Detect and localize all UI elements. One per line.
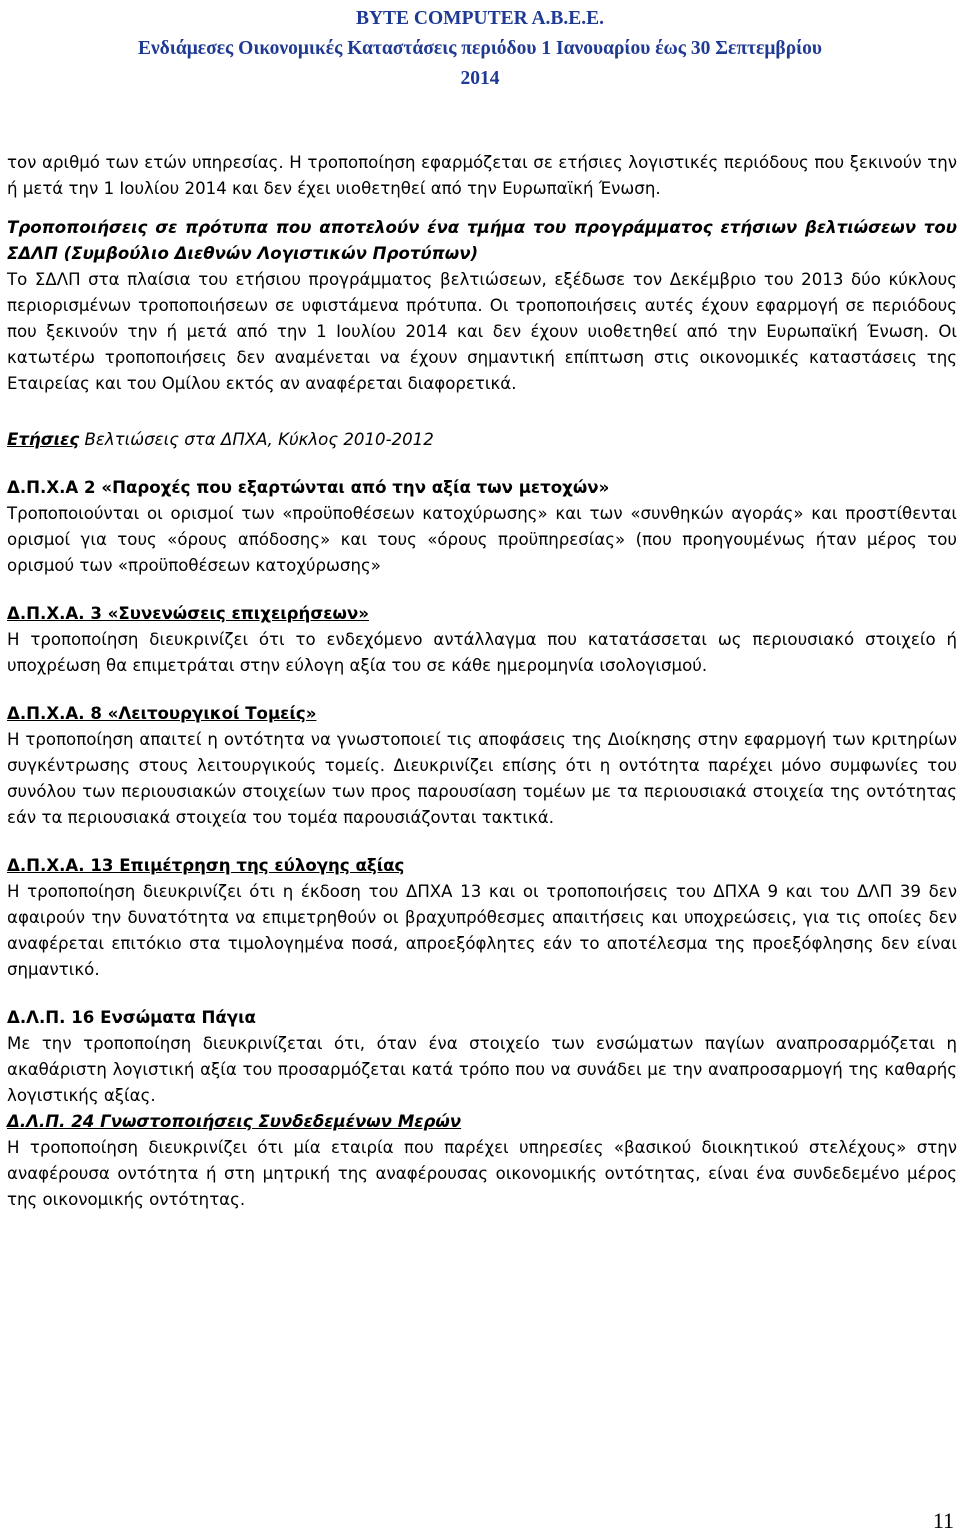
cycle-title xyxy=(7,427,957,453)
page-number: 11 xyxy=(932,1508,954,1533)
section-body-ifrs2: Τροποποιούνται οι ορισμοί των «προϋποθέσεων κατοχύρωσης» και των «συνθηκών αγοράς» και προστίθενται ορισμοί για τους «όρους απόδοσης» και τους «όρους προϋπηρεσίας» (που προηγουμένως ήταν μέρος του ορισμού των «προϋποθέσεων κατοχύρωσης» xyxy=(7,504,957,575)
section-body-ias16: Με την τροποποίηση διευκρινίζεται ότι, όταν ένα στοιχείο των ενσώματων παγίων αναπροσαρμόζεται η ακαθάριστη λογιστική αξία του προσαρμόζεται κατά τρόπο που να συνάδει με την αναπροσαρμογή της καθαρής λογιστικής αξίας. xyxy=(7,1034,957,1105)
amendments-body: Το ΣΔΛΠ στα πλαίσια του ετήσιου προγράμματος βελτιώσεων, εξέδωσε τον Δεκέμβριο του 2013 δύο κύκλους περιορισμένων τροποποιήσεων σε υφιστάμενα πρότυπα. Οι τροποποιήσεις αυτές έχουν εφαρμογή σε περιόδους που ξεκινούν την ή μετά από την 1 Ιουλίου 2014 και δεν έχουν υιοθετηθεί από την Ευρωπαϊκή Ένωση. Οι κατωτέρω τροποποιήσεις δεν αναμένεται να έχουν σημαντική επίπτωση στις οικονομικές καταστάσεις της Εταιρείας και του Ομίλου εκτός αν αναφέρεται διαφορετικά. xyxy=(7,270,957,393)
section-body-ifrs13: Η τροποποίηση διευκρινίζει ότι η έκδοση του ΔΠΧΑ 13 και οι τροποποιήσεις του ΔΠΧΑ 9 και του ΔΛΠ 39 δεν αφαιρούν την δυνατότητα να επιμετρηθούν οι βραχυπρόθεσμες απαιτήσεις και υποχρεώσεις, για τις οποίες δεν αναφέρεται επιτόκιο στα τιμολογημένα ποσά, απροεξόφλητες εάν το αποτέλεσμα της προεξόφλησης δεν είναι σημαντικό. xyxy=(7,882,957,979)
company-name: BYTE COMPUTER A.B.E.E. xyxy=(355,8,605,29)
section-title-ifrs3: Δ.Π.Χ.Α. 3 «Συνενώσεις επιχειρήσεων» xyxy=(7,604,369,623)
section-body-ifrs8: Η τροποποίηση απαιτεί η οντότητα να γνωστοποιεί τις αποφάσεις της Διοίκησης στην εφαρμογή των κριτηρίων συγκέντρωσης στους λειτουργικούς τομείς. Διευκρινίζει επίσης ότι η οντότητα παρέχει μόνο συμφωνίες του συνόλου των περιουσιακών στοιχείων των προς παρουσίαση τομέων με τα περιουσιακά στοιχεία της οντότητας εάν τα περιουσιακά στοιχεία του τομέα παρουσιάζονται τακτικά. xyxy=(7,730,957,827)
section-body-ias24: Η τροποποίηση διευκρινίζει ότι μία εταιρία που παρέχει υπηρεσίες «βασικού διοικητικού στελέχους» στην αναφέρουσα οντότητα ή στη μητρική της αναφέρουσας οικονομικής οντότητας, είναι ένα συνδεδεμένο μέρος της οικονομικής οντότητας. xyxy=(7,1138,957,1209)
section-title-ifrs2: Δ.Π.Χ.Α 2 «Παροχές που εξαρτώνται από την αξία των μετοχών» xyxy=(7,478,610,497)
report-year: 2014 xyxy=(460,68,500,89)
report-title: Ενδιάμεσες Οικονομικές Καταστάσεις περιόδου 1 Ιανουαρίου έως 30 Σεπτεμβρίου xyxy=(137,38,823,59)
section-body-ifrs3: Η τροποποίηση διευκρινίζει ότι το ενδεχόμενο αντάλλαγμα που κατατάσσεται ως περιουσιακό στοιχείο ή υποχρέωση θα επιμετράται στην εύλογη αξία του σε κάθε ημερομηνία ισολογισμού. xyxy=(7,630,957,675)
section-title-ias16: Δ.Λ.Π. 16 Ενσώματα Πάγια xyxy=(7,1008,256,1027)
amendments-heading: Τροποποιήσεις σε πρότυπα που αποτελούν ένα τμήμα του προγράμματος ετήσιων βελτιώσεων του ΣΔΛΠ (Συμβούλιο Διεθνών Λογιστικών Προτύπων) xyxy=(7,218,957,263)
section-title-ifrs8: Δ.Π.Χ.Α. 8 «Λειτουργικοί Τομείς» xyxy=(7,704,317,723)
document-header xyxy=(0,4,960,94)
intro-paragraph: τον αριθμό των ετών υπηρεσίας. Η τροποποίηση εφαρμόζεται σε ετήσιες λογιστικές περιόδους που ξεκινούν την ή μετά την 1 Ιουλίου 2014 και δεν έχει υιοθετηθεί από την Ευρωπαϊκή Ένωση. xyxy=(7,153,957,198)
page-content xyxy=(7,150,957,1213)
section-title-ifrs13: Δ.Π.Χ.Α. 13 Επιμέτρηση της εύλογης αξίας xyxy=(7,856,405,875)
cycle-title-rest: Βελτιώσεις στα ΔΠΧΑ, Κύκλος 2010-2012 xyxy=(79,430,434,449)
section-title-ias24: Δ.Λ.Π. 24 Γνωστοποιήσεις Συνδεδεμένων Μερών xyxy=(7,1112,462,1131)
cycle-title-bold: Ετήσιες xyxy=(7,430,80,449)
